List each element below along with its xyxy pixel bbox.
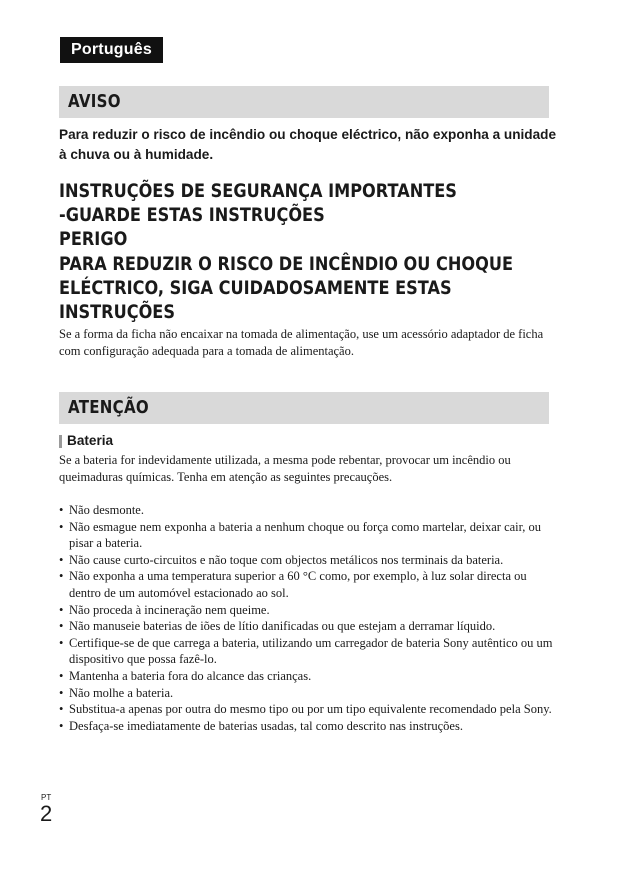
list-item: • Não desmonte. — [59, 502, 559, 519]
safety-heading-line: INSTRUÇÕES — [59, 301, 175, 324]
warning-text: Para reduzir o risco de incêndio ou choque eléctrico, não exponha a unidade à chuva ou à humidade. — [59, 127, 557, 162]
section-header-aviso — [59, 86, 549, 118]
section-title-atencao: ATENÇÃO — [68, 398, 149, 418]
safety-heading-line: ELÉCTRICO, SIGA CUIDADOSAMENTE ESTAS — [59, 276, 452, 299]
language-tab: Português — [60, 37, 163, 63]
heading-marker — [59, 435, 62, 448]
safety-heading-line: PERIGO — [59, 228, 128, 251]
page-language-code: PT — [41, 793, 52, 802]
list-item: • Não cause curto-circuitos e não toque com objectos metálicos nos terminais da bateria. — [59, 552, 559, 569]
safety-heading-line: -GUARDE ESTAS INSTRUÇÕES — [59, 204, 325, 227]
list-item: • Não exponha a uma temperatura superior a 60 °C como, por exemplo, à luz solar directa ou dentro de um automóvel estacionado ao sol. — [59, 568, 559, 601]
list-item: • Mantenha a bateria fora do alcance das crianças. — [59, 668, 559, 685]
section-header-atencao — [59, 392, 549, 424]
precautions-list — [59, 502, 559, 734]
list-item: • Substitua-a apenas por outra do mesmo tipo ou por um tipo equivalente recomendado pela Sony. — [59, 701, 559, 718]
list-item: • Não esmague nem exponha a bateria a nenhum choque ou força como martelar, deixar cair, ou pisar a bateria. — [59, 519, 559, 552]
battery-heading — [59, 432, 113, 450]
list-item: • Não molhe a bateria. — [59, 685, 559, 702]
safety-heading — [59, 179, 619, 324]
safety-heading-line: PARA REDUZIR O RISCO DE INCÊNDIO OU CHOQUE — [59, 252, 514, 275]
section-title-aviso: AVISO — [68, 92, 121, 112]
page-number: 2 — [40, 801, 53, 826]
list-item: • Desfaça-se imediatamente de baterias usadas, tal como descrito nas instruções. — [59, 718, 559, 735]
battery-heading-label: Bateria — [67, 433, 114, 448]
list-item: • Certifique-se de que carrega a bateria, utilizando um carregador de bateria Sony autêntico ou um dispositivo que possa fazê-lo. — [59, 635, 559, 668]
battery-intro: Se a bateria for indevidamente utilizada, a mesma pode rebentar, provocar um incêndio ou queimaduras químicas. Tenha em atenção as seguintes precauções. — [59, 453, 511, 484]
safety-heading-line: INSTRUÇÕES DE SEGURANÇA IMPORTANTES — [59, 180, 457, 202]
list-item: • Não proceda à incineração nem queime. — [59, 602, 559, 619]
list-item: • Não manuseie baterias de iões de lítio danificadas ou que estejam a derramar líquido. — [59, 618, 559, 635]
plug-adapter-text: Se a forma da ficha não encaixar na tomada de alimentação, use um acessório adaptador de ficha com configuração adequada para a tomada de alimentação. — [59, 327, 544, 358]
